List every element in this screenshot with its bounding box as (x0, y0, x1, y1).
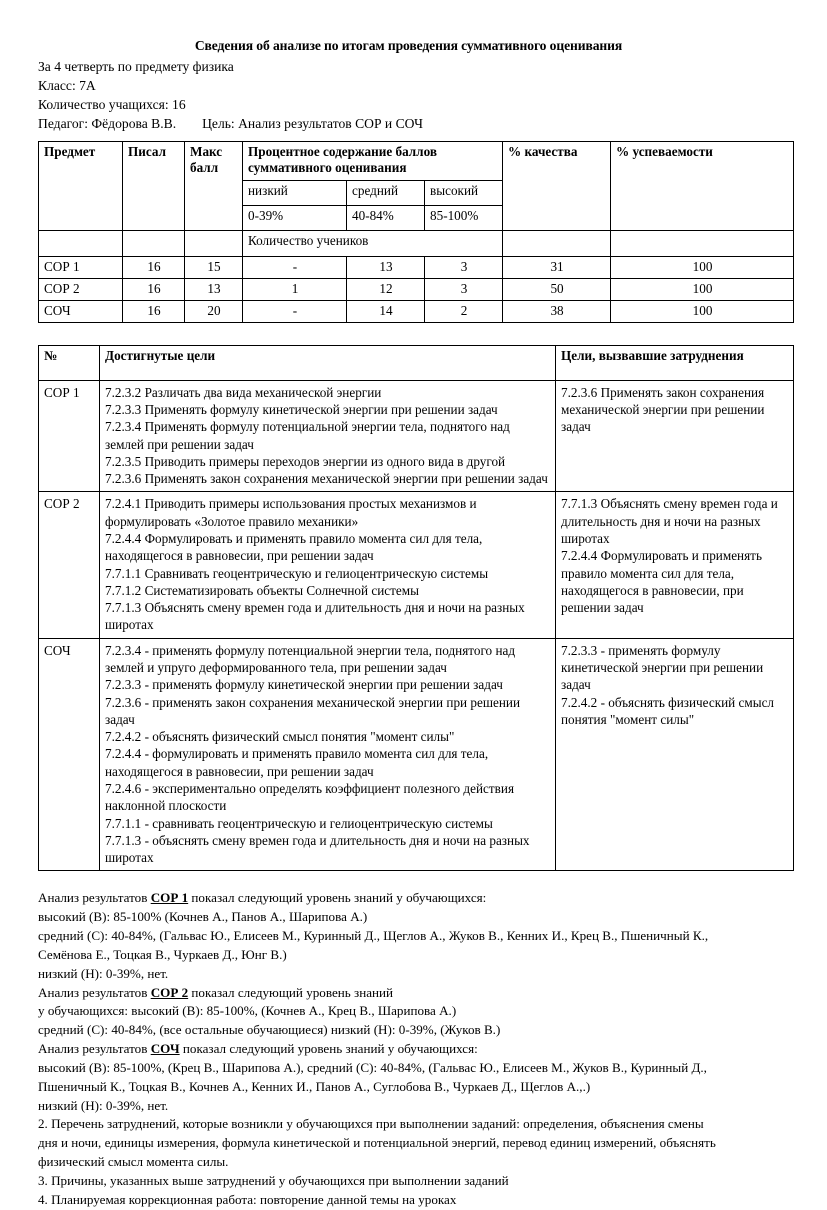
empty-wrote-cell (123, 230, 185, 256)
row-wrote: 16 (123, 256, 185, 278)
goal-item: 7.2.4.6 - экспериментально определять коэффициент полезного действия наклонной плоскости (105, 780, 515, 814)
row-high: 2 (425, 300, 503, 322)
summary-table (38, 141, 794, 323)
achieved-goals-cell (100, 380, 556, 492)
goal-item: 7.7.1.3 Объяснять смену времен года и длительность дня и ночи на разных широтах (105, 600, 525, 633)
goal-item: 7.2.3.5 Приводить примеры переходов энергии из одного вида в другой (105, 453, 506, 469)
row-low: - (243, 256, 347, 278)
sor1-intro-post: показал следующий уровень знаний у обучающихся: (188, 890, 487, 906)
page-title: Сведения об анализе по итогам проведения суммативного оценивания (194, 38, 623, 53)
sor2-mid-low-line: средний (С): 40-84%, (все остальные обучающиеся) низкий (Н): 0-39%, (Жуков В.) (38, 1022, 501, 1038)
achieved-goals-cell (100, 638, 556, 871)
level-low: низкий (243, 180, 347, 205)
header-difficult-goals: Цели, вызвавшие затруднения (556, 345, 794, 380)
document-header (38, 38, 797, 134)
row-high: 3 (425, 256, 503, 278)
row-wrote: 16 (123, 278, 185, 300)
item2-line-3: физический смысл момента силы. (38, 1154, 229, 1170)
table-row (39, 278, 794, 300)
range-high: 85-100% (425, 205, 503, 230)
sor2-intro-post: показал следующий уровень знаний (188, 984, 394, 1000)
range-low: 0-39% (243, 205, 347, 230)
table-row (39, 492, 794, 638)
level-mid: средний (347, 180, 425, 205)
sor1-intro-pre: Анализ результатов (38, 890, 151, 906)
difficult-goals-cell (556, 380, 794, 492)
soch-intro-pre: Анализ результатов (38, 1041, 151, 1057)
header-achievement: % успеваемости (611, 141, 794, 230)
analysis-section (38, 889, 797, 1209)
row-mid: 14 (347, 300, 425, 322)
empty-max-cell (185, 230, 243, 256)
difficult-goals-cell (556, 638, 794, 871)
item4-line: 4. Планируемая коррекционная работа: повторение данной темы на уроках (38, 1191, 457, 1207)
row-achievement: 100 (611, 256, 794, 278)
table-row (39, 300, 794, 322)
soch-intro-post: показал следующий уровень знаний у обучающихся: (179, 1041, 478, 1057)
row-max-score: 15 (185, 256, 243, 278)
header-max-score: Макс балл (185, 141, 243, 230)
goal-item: 7.2.3.2 Различать два вида механической энергии (105, 384, 382, 400)
sor1-mid-line-1: средний (С): 40-84%, (Гальвас Ю., Елисеев М., Куринный Д., Щеглов А., Жуков В., Кенних И., Крец В., Пшеничный К., (38, 928, 709, 944)
item3-line: 3. Причины, указанных выше затруднений у обучающихся при выполнении заданий (38, 1173, 509, 1189)
item2-line-2: дня и ночи, единицы измерения, формула кинетической и потенциальной энергий, перевод единиц измерений, объяснять (38, 1135, 716, 1151)
goal-item: 7.7.1.3 - объяснять смену времен года и длительность дня и ночи на разных широтах (105, 832, 530, 866)
level-high: высокий (425, 180, 503, 205)
purpose-label: Цель: Анализ результатов СОР и СОЧ (202, 116, 423, 132)
goal-item: 7.7.1.1 - сравнивать геоцентрическую и гелиоцентрическую системы (105, 815, 493, 831)
goal-item: 7.2.4.4 Формулировать и применять правило момента сил для тела, находящегося в равновесии, при решении задач (105, 531, 483, 564)
subject-name-cell (39, 230, 123, 256)
goal-item: 7.2.4.1 Приводить примеры использования простых механизмов и формулировать «Золотое правило механики» (105, 496, 477, 529)
goal-item: 7.2.3.3 - применять формулу кинетической энергии при решении задач (561, 642, 764, 693)
class-line: Класс: 7А (38, 77, 96, 93)
empty-quality-cell (503, 230, 611, 256)
table-row (39, 638, 794, 871)
count-of-students-label: Количество учеников (243, 230, 503, 256)
soch-high-line-1: высокий (В): 85-100%, (Крец В., Шарипова А.), средний (С): 40-84%, (Гальвас Ю., Елисеев М., Жуков В., Куринный Д., (38, 1059, 707, 1075)
goal-item: 7.2.3.4 Применять формулу потенциальной энергии тела, поднятого над землей при решении задач (105, 419, 510, 452)
header-quality: % качества (503, 141, 611, 230)
sor2-high-line: у обучающихся: высокий (В): 85-100%, (Кочнев А., Крец В., Шарипова А.) (38, 1003, 457, 1019)
goal-item: 7.2.3.6 - применять закон сохранения механической энергии при решении задач (105, 694, 521, 727)
summary-header-row (39, 141, 794, 180)
goal-item: 7.7.1.1 Сравнивать геоцентрическую и гелиоцентрическую системы (105, 565, 489, 581)
student-count-line: Количество учащихся: 16 (38, 97, 186, 113)
empty-achievement-cell (611, 230, 794, 256)
row-mid: 12 (347, 278, 425, 300)
difficult-goals-cell (556, 492, 794, 638)
teacher-purpose-line (38, 114, 797, 133)
row-max-score: 20 (185, 300, 243, 322)
sor2-label: СОР 2 (150, 984, 189, 1000)
row-achievement: 100 (611, 278, 794, 300)
table-row (39, 380, 794, 492)
goals-table (38, 345, 794, 872)
row-achievement: 100 (611, 300, 794, 322)
row-name: СОР 1 (39, 256, 123, 278)
goal-item: 7.2.4.4 - формулировать и применять правило момента сил для тела, находящегося в равновесии, при решении задач (105, 746, 489, 779)
goal-item: 7.2.4.4 Формулировать и применять правило момента сил для тела, находящегося в равновесии, при решении задач (561, 548, 762, 616)
row-name: СОЧ (39, 300, 123, 322)
sor2-intro-pre: Анализ результатов (38, 984, 151, 1000)
goal-item: 7.2.3.6 Применять закон сохранения механической энергии при решении задач (561, 384, 765, 435)
soch-label: СОЧ (150, 1041, 180, 1057)
goal-item: 7.2.4.2 - объяснять физический смысл понятия "момент силы" (105, 729, 455, 745)
header-subject: Предмет (39, 141, 123, 230)
sor1-mid-line-2: Семёнова Е., Тоцкая В., Чуркаев Д., Юнг В.) (38, 946, 287, 962)
header-percent-content: Процентное содержание баллов суммативного оценивания (243, 141, 503, 180)
header-number: № (39, 345, 100, 380)
row-label: СОЧ (39, 638, 100, 871)
row-name: СОР 2 (39, 278, 123, 300)
sor1-intro-line (38, 889, 797, 908)
row-max-score: 13 (185, 278, 243, 300)
row-quality: 31 (503, 256, 611, 278)
row-mid: 13 (347, 256, 425, 278)
range-mid: 40-84% (347, 205, 425, 230)
row-label: СОР 2 (39, 492, 100, 638)
sor1-high-line: высокий (В): 85-100% (Кочнев А., Панов А., Шарипова А.) (38, 909, 368, 925)
goal-item: 7.2.4.2 - объяснять физический смысл понятия "момент силы" (561, 694, 775, 727)
soch-high-line-2: Пшеничный К., Тоцкая В., Кочнев А., Кенних И., Панов А., Суглобова В., Чуркаев Д., Щеглов А.,.) (38, 1078, 591, 1094)
row-label: СОР 1 (39, 380, 100, 492)
goal-item: 7.2.3.3 - применять формулу кинетической энергии при решении задач (105, 677, 503, 693)
soch-intro-line (38, 1040, 797, 1059)
item2-line-1: 2. Перечень затруднений, которые возникли у обучающихся при выполнении заданий: определения, объяснения смены (38, 1116, 704, 1132)
goal-item: 7.2.3.4 - применять формулу потенциальной энергии тела, поднятого над землей и упруго деформированного тела, при решении задач (105, 642, 516, 675)
header-achieved-goals: Достигнутые цели (100, 345, 556, 380)
quarter-subject-line: За 4 четверть по предмету физика (38, 58, 234, 74)
table-row (39, 256, 794, 278)
row-quality: 50 (503, 278, 611, 300)
summary-count-row (39, 230, 794, 256)
sor1-label: СОР 1 (150, 890, 189, 906)
goal-item: 7.2.3.3 Применять формулу кинетической энергии при решении задач (105, 402, 498, 418)
teacher-label: Педагог: Фёдорова В.В. (38, 116, 177, 132)
row-low: 1 (243, 278, 347, 300)
goal-item: 7.2.3.6 Применять закон сохранения механической энергии при решении задач (105, 471, 548, 487)
goals-header-row (39, 345, 794, 380)
row-low: - (243, 300, 347, 322)
row-quality: 38 (503, 300, 611, 322)
sor2-intro-line (38, 984, 797, 1003)
goal-item: 7.7.1.2 Систематизировать объекты Солнечной системы (105, 582, 419, 598)
soch-low-line: низкий (Н): 0-39%, нет. (38, 1097, 169, 1113)
header-wrote: Писал (123, 141, 185, 230)
row-high: 3 (425, 278, 503, 300)
goal-item: 7.7.1.3 Объяснять смену времен года и длительность дня и ночи на разных широтах (561, 496, 778, 547)
row-wrote: 16 (123, 300, 185, 322)
sor1-low-line: низкий (Н): 0-39%, нет. (38, 965, 169, 981)
achieved-goals-cell (100, 492, 556, 638)
